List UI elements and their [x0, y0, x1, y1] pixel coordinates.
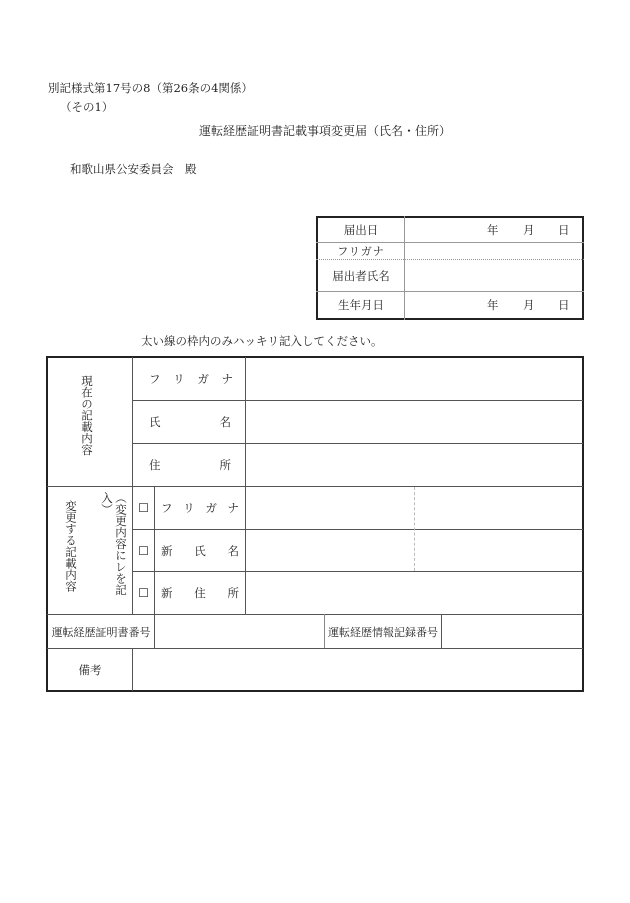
new-address-field[interactable]: [246, 572, 582, 614]
day-unit: 日: [558, 298, 570, 312]
certificate-number-label: 運転経歴証明書番号: [51, 625, 151, 639]
day-unit: 日: [558, 223, 570, 237]
record-number-field[interactable]: [442, 615, 582, 648]
birthdate-field[interactable]: [405, 292, 582, 318]
applicant-name-field[interactable]: [405, 260, 582, 291]
change-section-label: 変更する記載内容: [64, 500, 78, 592]
change-furigana-checkbox[interactable]: ☐: [138, 501, 149, 515]
year-unit: 年: [487, 223, 499, 237]
current-address-field[interactable]: [246, 444, 582, 486]
document-title: 運転経歴証明書記載事項変更届（氏名・住所）: [199, 124, 452, 138]
record-number-label: 運転経歴情報記録番号: [328, 625, 438, 639]
change-furigana-label: フ リ ガ ナ: [161, 501, 239, 515]
remarks-label: 備考: [78, 662, 102, 677]
new-furigana-field[interactable]: [246, 487, 582, 529]
current-furigana-field[interactable]: [246, 357, 582, 400]
certificate-number-field[interactable]: [155, 615, 324, 648]
applicant-name-label: 届出者氏名: [332, 268, 390, 283]
current-section-label: 現在の記載内容: [80, 375, 94, 456]
current-furigana-label: フ リ ガ ナ: [149, 371, 233, 386]
change-address-checkbox[interactable]: ☐: [138, 586, 149, 600]
filing-date-label: 届出日: [343, 223, 379, 237]
new-name-field[interactable]: [246, 530, 582, 571]
form-part: （その1）: [60, 100, 114, 114]
month-unit: 月: [523, 223, 535, 237]
current-name-label: 氏 名: [149, 415, 231, 429]
remarks-field[interactable]: [133, 649, 582, 690]
change-name-label: 新 氏 名: [161, 543, 239, 558]
month-unit: 月: [523, 298, 535, 312]
current-address-label: 住 所: [149, 458, 231, 472]
change-address-label: 新 住 所: [161, 586, 239, 600]
change-section-note: （変更内容にレを記入）: [100, 492, 128, 596]
form-id: 別記様式第17号の8（第26条の4関係）: [48, 81, 253, 95]
current-name-field[interactable]: [246, 401, 582, 443]
furigana-field[interactable]: [405, 243, 582, 259]
year-unit: 年: [487, 298, 499, 312]
addressee: 和歌山県公安委員会 殿: [70, 162, 197, 176]
filing-date-field[interactable]: [405, 218, 582, 242]
furigana-label: フリガナ: [337, 245, 385, 258]
change-name-checkbox[interactable]: ☐: [138, 543, 149, 558]
instruction-text: 太い線の枠内のみハッキリ記入してください。: [141, 334, 383, 348]
birthdate-label: 生年月日: [338, 298, 384, 312]
